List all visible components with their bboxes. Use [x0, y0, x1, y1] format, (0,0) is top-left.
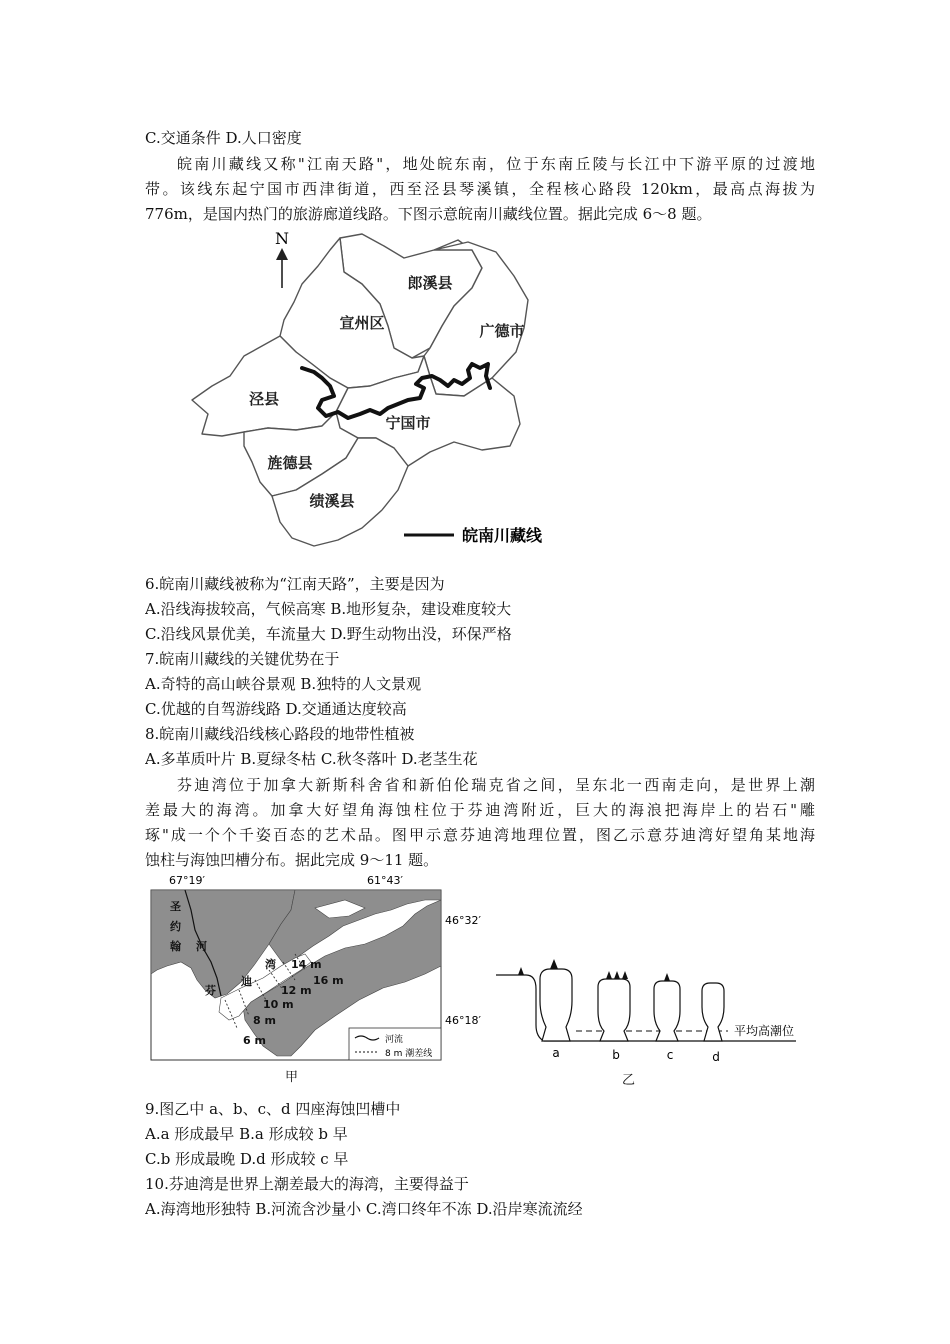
passage-1-line: 776m，是国内热门的旅游廊道线路。下图示意皖南川藏线位置。据此完成 6～8 题。	[145, 205, 712, 223]
figure-caption-yi: 乙	[622, 1073, 636, 1088]
question-7: 7.皖南川藏线的关键优势在于	[145, 650, 340, 668]
lat-bottom-label: 46°18′	[445, 1014, 481, 1027]
question-7-options: C.优越的自驾游线路 D.交通通达度较高	[145, 700, 407, 718]
stack-label-b: b	[612, 1048, 620, 1062]
river-label: 约	[170, 920, 181, 933]
north-label: N	[275, 229, 289, 248]
bay-label: 湾	[265, 958, 276, 971]
tide-value: 10 m	[263, 998, 294, 1011]
passage-2-line: 琢"成一个个千姿百态的艺术品。图甲示意芬迪湾地理位置，图乙示意芬迪湾好望角某地海	[145, 826, 815, 844]
passage-1-line: 带。该线东起宁国市西津街道，西至泾县琴溪镇，全程核心路段 120km，最高点海拔为	[145, 180, 815, 198]
wannan-map	[172, 228, 572, 556]
label-jixi: 绩溪县	[309, 492, 355, 510]
sea-stack-a	[540, 969, 572, 1041]
question-7-options: A.奇特的高山峡谷景观 B.独特的人文景观	[145, 675, 422, 693]
question-8: 8.皖南川藏线沿线核心路段的地带性植被	[145, 725, 415, 743]
label-xuanzhou: 宣州区	[339, 314, 385, 332]
question-6-options: A.沿线海拔较高，气候高寒 B.地形复杂，建设难度较大	[145, 600, 512, 618]
label-guangde: 广德市	[479, 322, 525, 340]
legend-route-label: 皖南川藏线	[462, 526, 543, 545]
question-6: 6.皖南川藏线被称为“江南天路”，主要是因为	[145, 575, 445, 593]
question-10-options: A.海湾地形独特 B.河流含沙量小 C.湾口终年不冻 D.沿岸寒流流经	[145, 1200, 583, 1218]
bay-label: 迪	[241, 975, 252, 988]
legend-river-label: 河流	[385, 1035, 404, 1045]
north-arrow-head	[276, 248, 288, 260]
tide-value: 6 m	[243, 1034, 266, 1047]
tide-value: 8 m	[253, 1014, 276, 1027]
fundy-map	[145, 870, 495, 1065]
question-6-options: C.沿线风景优美，车流量大 D.野生动物出没，环保严格	[145, 625, 512, 643]
sea-stack-c	[654, 981, 680, 1041]
label-jingxian: 泾县	[248, 390, 280, 408]
legend-tide-label: 8 m 潮差线	[385, 1049, 433, 1059]
question-10: 10.芬迪湾是世界上潮差最大的海湾，主要得益于	[145, 1175, 469, 1193]
sea-stack-diagram	[496, 955, 814, 1067]
sea-stack-b	[598, 979, 630, 1041]
river-label: 翰	[170, 940, 181, 953]
question-9-options: A.a 形成最早 B.a 形成较 b 早	[145, 1125, 348, 1143]
bay-label: 芬	[205, 984, 216, 997]
stack-label-a: a	[552, 1046, 560, 1060]
lon-right-label: 61°43′	[367, 874, 403, 887]
tide-value: 16 m	[313, 974, 344, 987]
sea-stack-d	[702, 983, 724, 1041]
stack-label-d: d	[712, 1050, 720, 1064]
tide-value: 14 m	[291, 958, 322, 971]
question-9-options: C.b 形成最晚 D.d 形成较 c 早	[145, 1150, 349, 1168]
text-line: C.交通条件 D.人口密度	[145, 129, 302, 147]
question-9: 9.图乙中 a、b、c、d 四座海蚀凹槽中	[145, 1100, 401, 1118]
stack-label-c: c	[666, 1048, 674, 1062]
question-8-options: A.多革质叶片 B.夏绿冬枯 C.秋冬落叶 D.老茎生花	[145, 750, 478, 768]
figure-caption-jia: 甲	[285, 1070, 299, 1085]
label-langxi: 郎溪县	[407, 274, 453, 292]
mean-high-tide-label: 平均高潮位	[734, 1024, 795, 1038]
label-jingde: 旌德县	[267, 454, 313, 472]
river-label: 圣	[170, 900, 181, 913]
passage-1-line: 皖南川藏线又称"江南天路"，地处皖东南，位于东南丘陵与长江中下游平原的过渡地	[177, 155, 815, 173]
lon-left-label: 67°19′	[169, 874, 205, 887]
passage-2-line: 蚀柱与海蚀凹槽分布。据此完成 9～11 题。	[145, 851, 439, 869]
label-ningguo: 宁国市	[385, 414, 431, 432]
lat-top-label: 46°32′	[445, 914, 481, 927]
tide-value: 12 m	[281, 984, 312, 997]
river-label: 河	[196, 940, 207, 953]
passage-2-line: 芬迪湾位于加拿大新斯科舍省和新伯伦瑞克省之间，呈东北一西南走向，是世界上潮	[177, 776, 815, 794]
passage-2-line: 差最大的海湾。加拿大好望角海蚀柱位于芬迪湾附近，巨大的海浪把海岸上的岩石"雕	[145, 801, 815, 819]
